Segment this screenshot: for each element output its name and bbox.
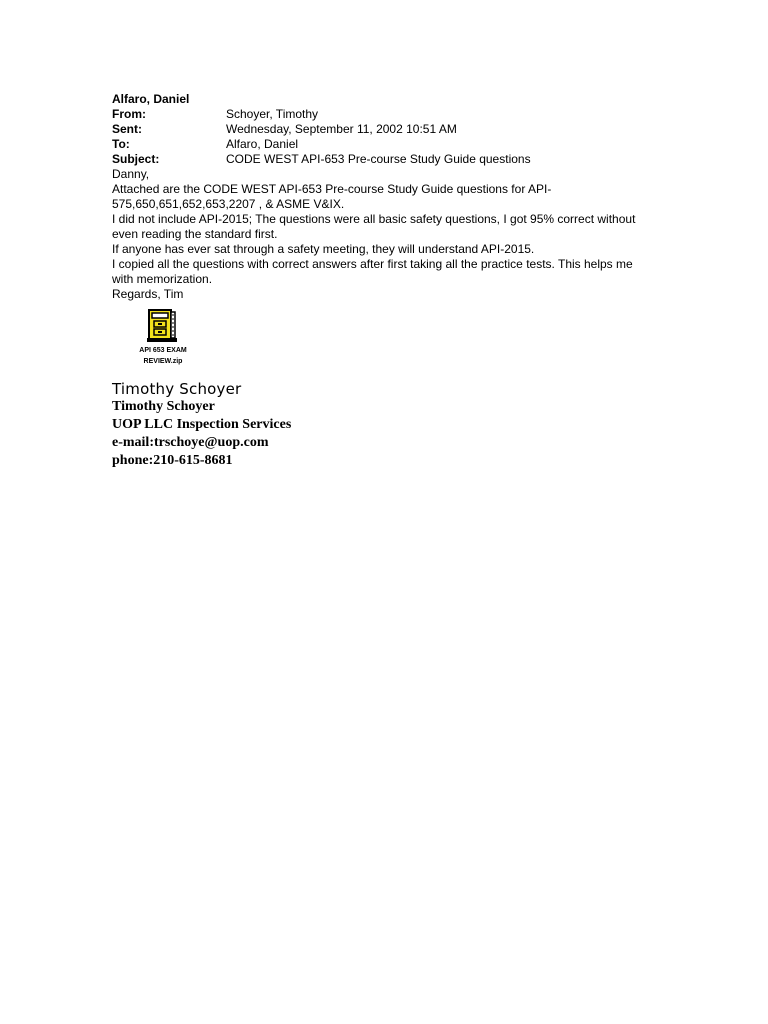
header-from-label: From: xyxy=(112,107,146,121)
body-paragraph: I copied all the questions with correct answers after first taking all the practice tests. This helps me with memorization. xyxy=(112,257,633,286)
mailbox-owner: Alfaro, Daniel xyxy=(112,92,190,106)
header-to-label: To: xyxy=(112,137,130,151)
header-from-value: Schoyer, Timothy xyxy=(226,107,319,121)
body-signoff: Regards, Tim xyxy=(112,287,184,301)
attachment-name-line2: REVIEW.zip xyxy=(143,358,183,365)
header-to-value: Alfaro, Daniel xyxy=(226,137,299,151)
header-to xyxy=(112,137,652,152)
body-paragraph: I did not include API-2015; The questions were all basic safety questions, I got 95% correct without even reading the standard first. xyxy=(112,212,636,241)
header-sent xyxy=(112,122,652,137)
zip-archive-icon xyxy=(145,308,181,344)
message-body xyxy=(112,167,652,302)
signature-phone: phone:210-615-8681 xyxy=(112,453,233,468)
email-message xyxy=(112,92,652,470)
signature-company: UOP LLC Inspection Services xyxy=(112,417,292,432)
header-from xyxy=(112,107,652,122)
header-sent-value: Wednesday, September 11, 2002 10:51 AM xyxy=(226,122,457,136)
body-paragraph: If anyone has ever sat through a safety meeting, they will understand API-2015. xyxy=(112,242,535,256)
zip-attachment[interactable] xyxy=(134,308,192,368)
signature-display-name: Timothy Schoyer xyxy=(112,380,242,398)
signature-block xyxy=(112,398,652,470)
attachment-name-line1: API 653 EXAM xyxy=(139,347,187,354)
header-subject-label: Subject: xyxy=(112,152,160,166)
signature-name: Timothy Schoyer xyxy=(112,399,215,414)
header-subject-value: CODE WEST API-653 Pre-course Study Guide questions xyxy=(226,152,531,166)
signature-email: e-mail:trschoye@uop.com xyxy=(112,435,269,450)
header-subject xyxy=(112,152,652,167)
body-paragraph: Attached are the CODE WEST API-653 Pre-course Study Guide questions for API-575,650,651,652,653,2207 , & ASME V&IX. xyxy=(112,182,552,211)
body-greeting: Danny, xyxy=(112,167,150,181)
header-sent-label: Sent: xyxy=(112,122,142,136)
